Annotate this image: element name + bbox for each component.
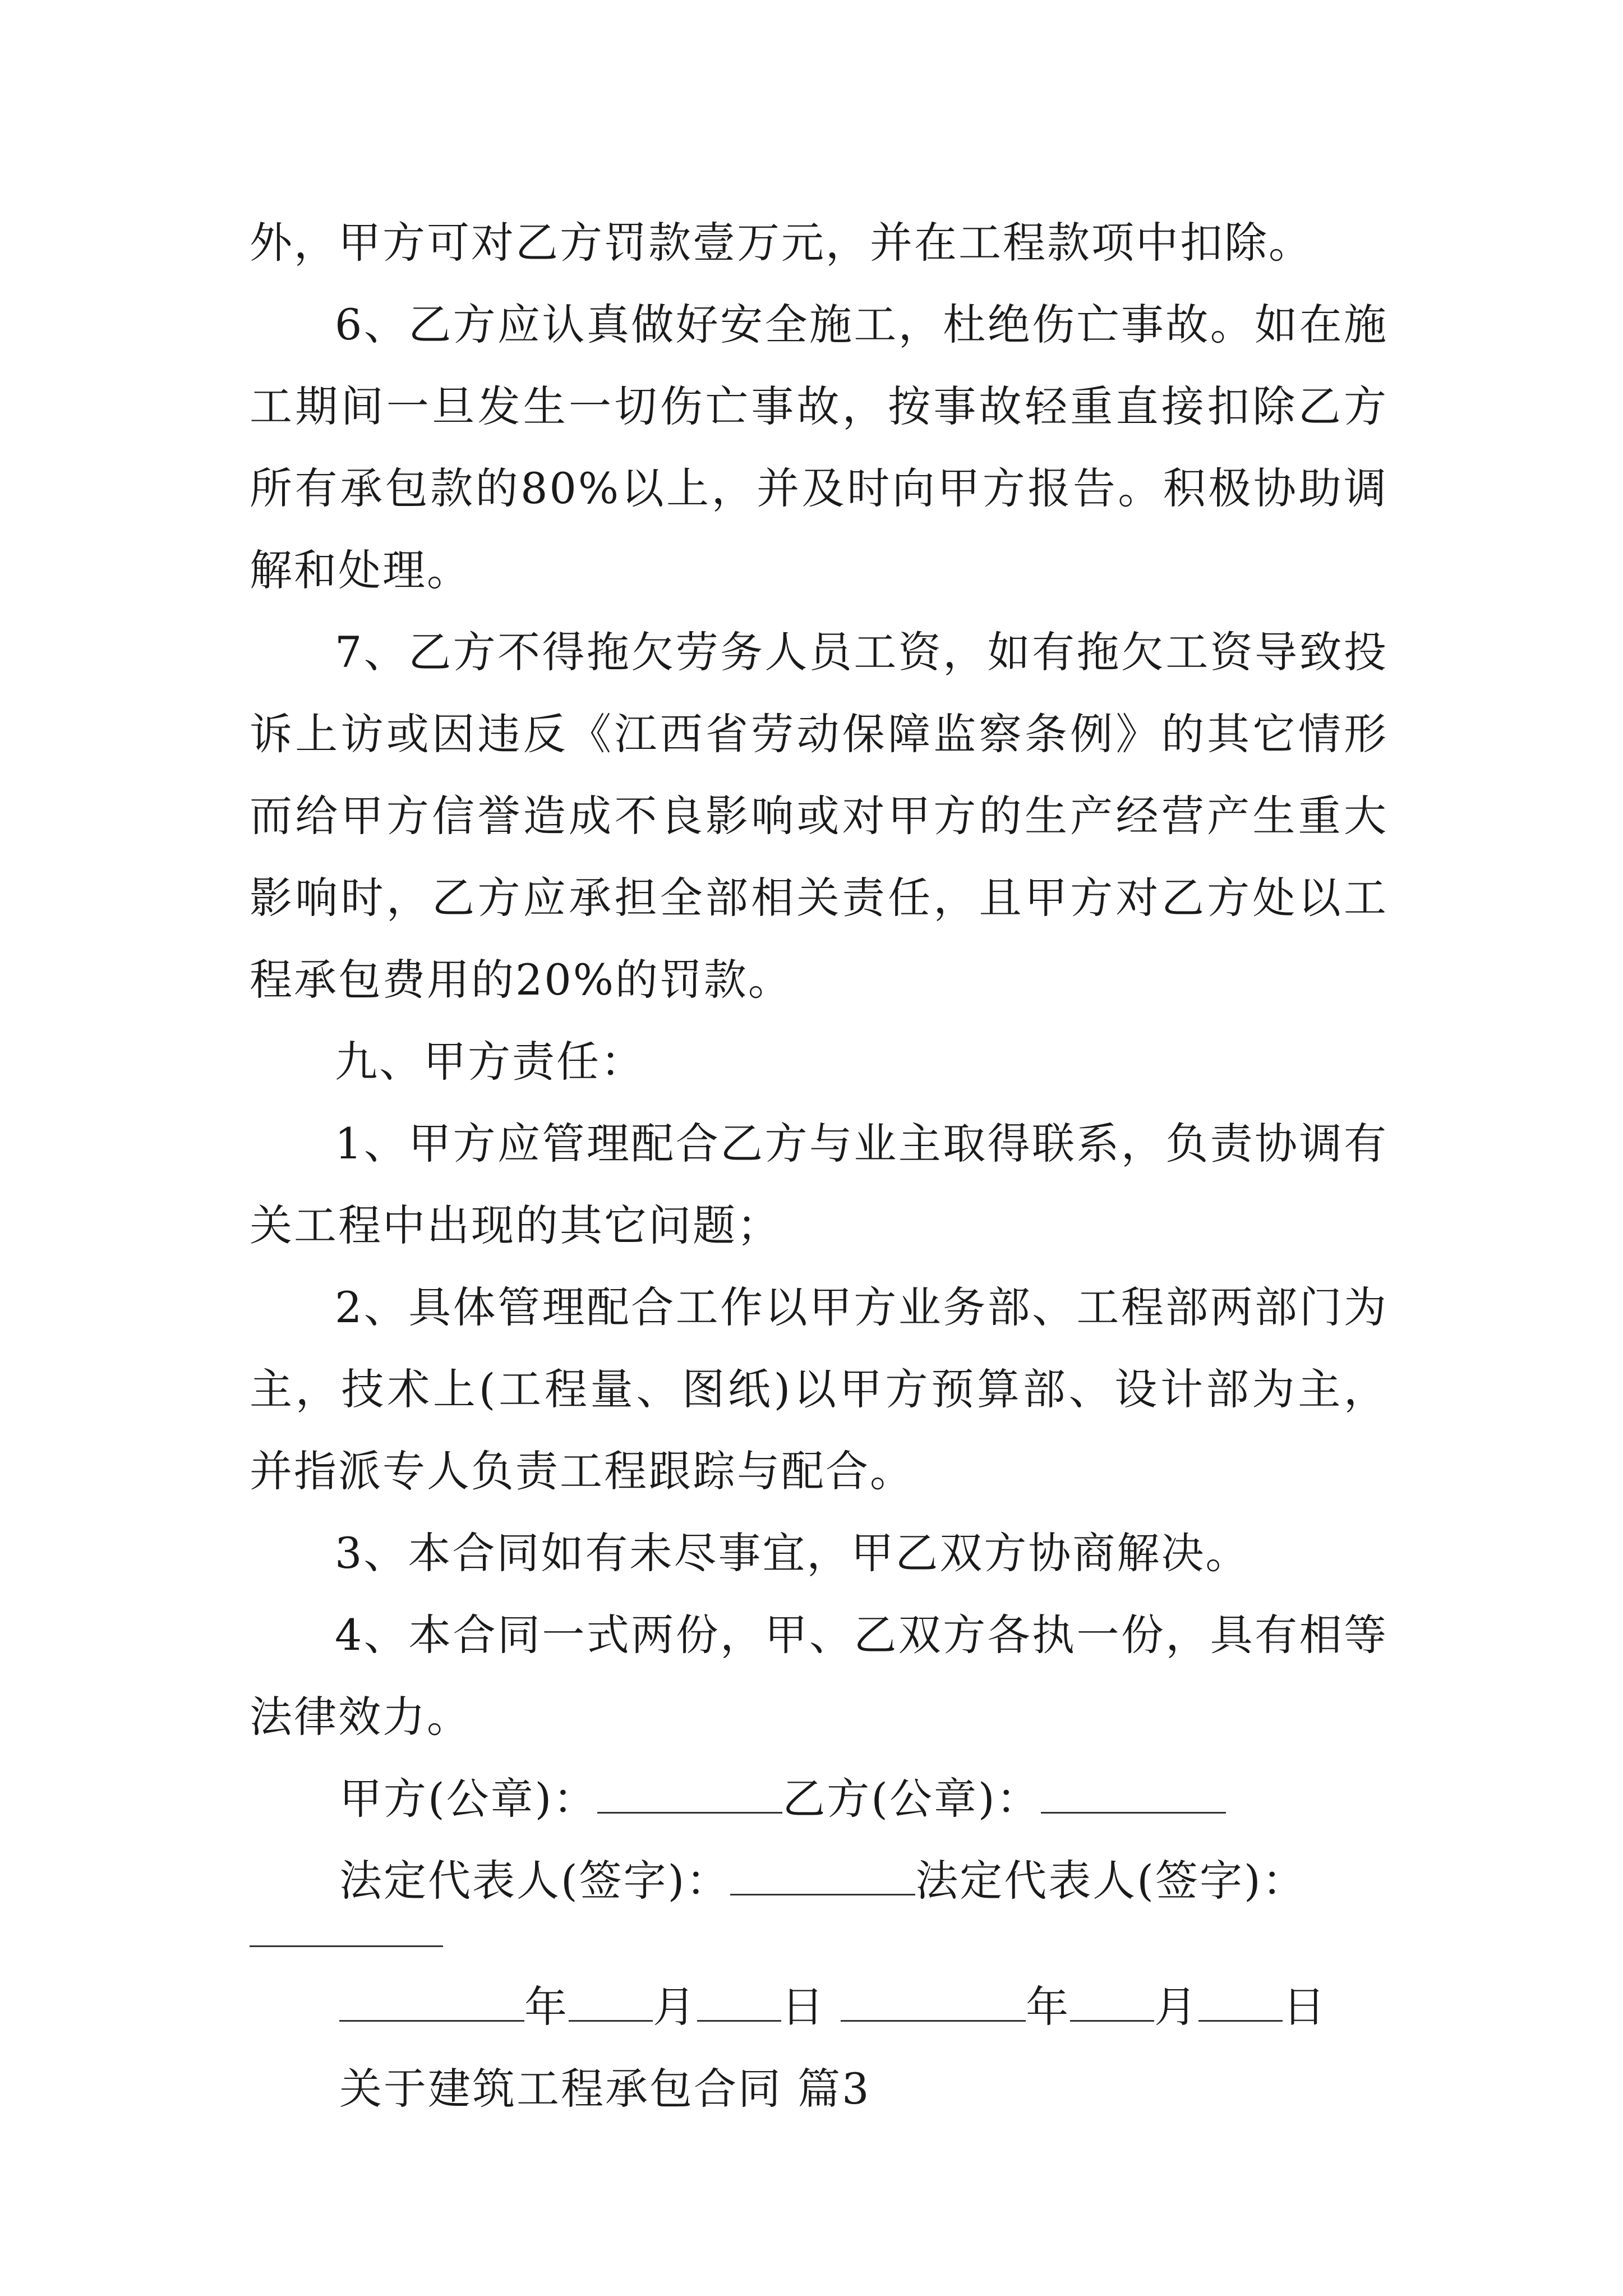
paragraph-continuation: 外，甲方可对乙方罚款壹万元，并在工程款项中扣除。	[250, 218, 1313, 268]
representative-line	[250, 1840, 1388, 1922]
paragraph-clause-6: 6、乙方应认真做好安全施工，杜绝伤亡事故。如在施工期间一旦发生一切伤亡事故，按事故轻重直接扣除乙方所有承包款的80%以上，并及时向甲方报告。积极协助调解和处理。	[250, 300, 1388, 595]
party-b-year-blank	[841, 1984, 1026, 2022]
party-a-year-blank	[339, 1984, 524, 2022]
party-b-seal-blank	[1041, 1776, 1226, 1814]
paragraph-clause-7: 7、乙方不得拖欠劳务人员工资，如有拖欠工资导致投诉上访或因违反《江西省劳动保障监察条例》的其它情形而给甲方信誉造成不良影响或对甲方的生产经营产生重大影响时，乙方应承担全部相关责任，且甲方对乙方处以工程承包费用的20%的罚款。	[250, 627, 1388, 1005]
seal-line	[250, 1758, 1388, 1840]
party-b-seal-label: 乙方(公章)：	[782, 1774, 1041, 1824]
party-a-month-blank	[569, 1984, 653, 2022]
party-b-day-label: 日	[1283, 1982, 1327, 2032]
paragraph-duty-1: 1、甲方应管理配合乙方与业主取得联系，负责协调有关工程中出现的其它问题；	[250, 1119, 1388, 1250]
date-line	[250, 1966, 1388, 2048]
party-a-month-label: 月	[653, 1982, 697, 2032]
party-a-rep-label: 法定代表人(签字)：	[339, 1856, 731, 1906]
paragraph-duty-2: 2、具体管理配合工作以甲方业务部、工程部两部门为主，技术上(工程量、图纸)以甲方预算部、设计部为主，并指派专人负责工程跟踪与配合。	[250, 1282, 1388, 1496]
party-a-day-label: 日	[781, 1982, 826, 2032]
party-a-year-label: 年	[524, 1982, 569, 2032]
party-b-month-blank	[1070, 1984, 1154, 2022]
party-b-rep-label: 法定代表人(签字)：	[915, 1856, 1307, 1906]
party-b-rep-blank	[250, 1945, 443, 1947]
contract-text	[250, 202, 1388, 2130]
next-section-title: 关于建筑工程承包合同 篇3	[339, 2064, 871, 2114]
party-a-seal-blank	[597, 1776, 782, 1814]
section-heading-party-a-duties: 九、甲方责任：	[335, 1037, 645, 1087]
party-b-month-label: 月	[1154, 1982, 1199, 2032]
paragraph-duty-4: 4、本合同一式两份，甲、乙双方各执一份，具有相等法律效力。	[250, 1610, 1388, 1742]
party-a-seal-label: 甲方(公章)：	[339, 1774, 598, 1824]
party-a-rep-blank	[730, 1858, 915, 1895]
party-b-year-label: 年	[1026, 1982, 1071, 2032]
party-b-day-blank	[1198, 1984, 1283, 2022]
paragraph-duty-3: 3、本合同如有未尽事宜，甲乙双方协商解决。	[335, 1528, 1250, 1578]
party-a-day-blank	[697, 1984, 781, 2022]
